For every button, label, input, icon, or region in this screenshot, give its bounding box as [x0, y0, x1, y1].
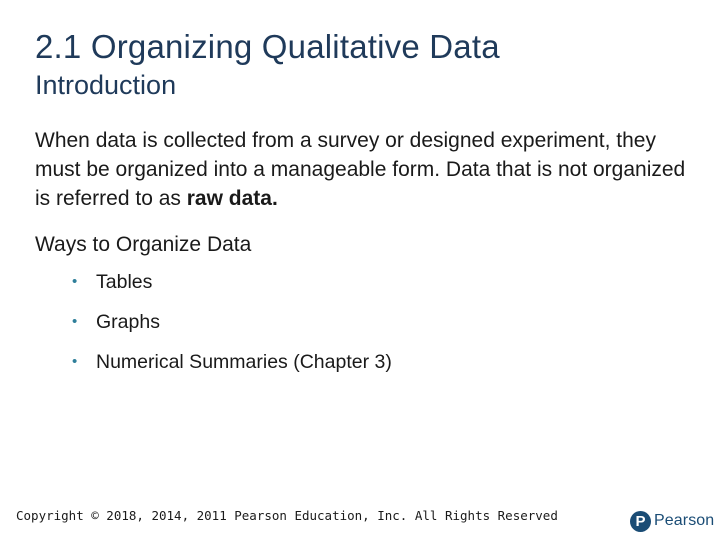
slide-body [35, 126, 705, 389]
bullet-icon: • [72, 273, 78, 290]
list-item-tables [72, 269, 705, 295]
pearson-mark-icon: P [630, 511, 651, 532]
intro-paragraph-text: When data is collected from a survey or designed experiment, they must be organized into a manageable form. Data that is not organized is referred to as [35, 129, 686, 210]
copyright-notice: Copyright © 2018, 2014, 2011 Pearson Education, Inc. All Rights Reserved [16, 508, 558, 523]
slide-subtitle: Introduction [35, 70, 177, 100]
list-item-label: Graphs [96, 311, 160, 333]
list-item-graphs [72, 309, 705, 335]
raw-data-term: raw data. [186, 187, 278, 210]
slide-title: 2.1 Organizing Qualitative Data [35, 28, 500, 65]
pearson-wordmark: Pearson [654, 512, 715, 529]
slide-header [35, 28, 700, 102]
pearson-logo [630, 509, 714, 533]
list-item-numerical-summaries [72, 349, 705, 375]
intro-paragraph [35, 126, 705, 213]
list-item-label: Numerical Summaries (Chapter 3) [96, 351, 392, 373]
list-item-label: Tables [96, 271, 153, 293]
bullet-icon: • [72, 353, 78, 370]
ways-heading: Ways to Organize Data [35, 233, 252, 256]
bullet-icon: • [72, 313, 78, 330]
ways-list [35, 269, 705, 375]
